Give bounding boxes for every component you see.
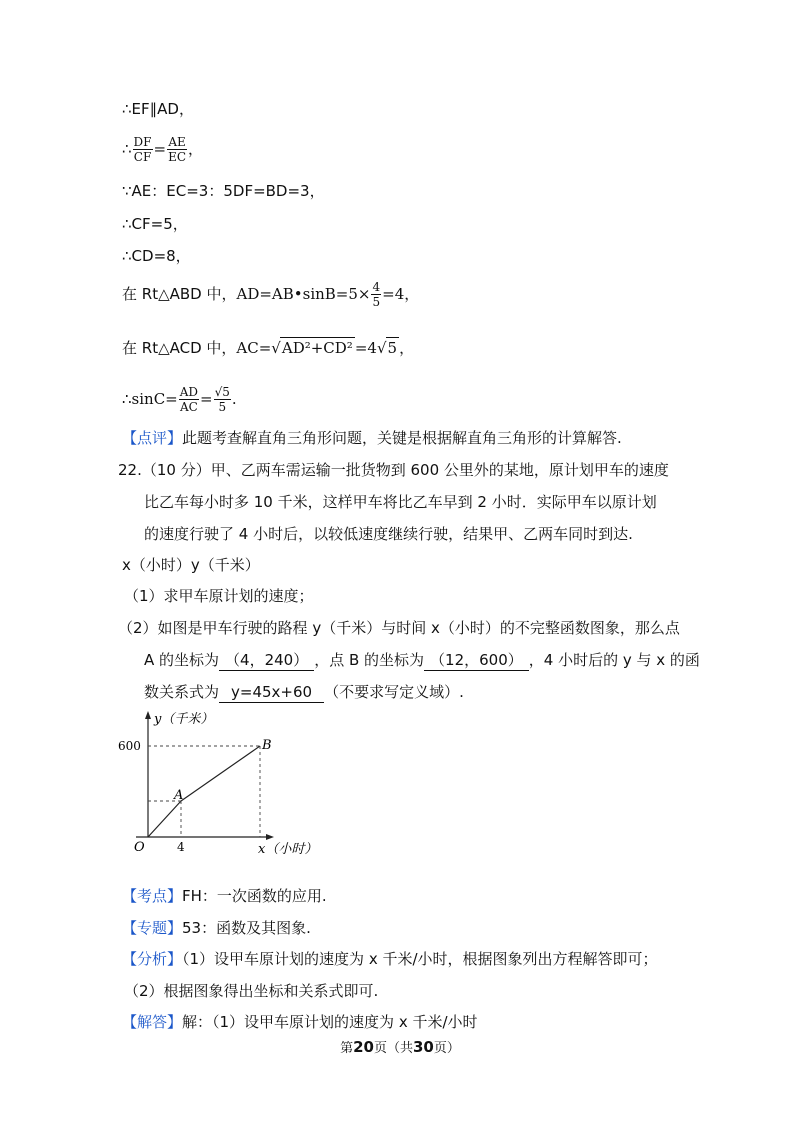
line-rt-acd: 在 Rt△ACD 中，AC=√AD²+CD² =4√5 ， <box>122 339 415 357</box>
jieda-line: 【解答】解：（1）设甲车原计划的速度为 x 千米/小时 <box>122 1013 478 1031</box>
origin-label: O <box>134 840 145 855</box>
zhuanti-tag: 【专题】 <box>122 919 183 937</box>
problem22-line2: 比乙车每小时多 10 千米，这样甲车将比乙车早到 2 小时．实际甲车以原计划 <box>144 493 657 511</box>
fraction-df-cf: $\frac{DF}{CF}$ <box>133 135 152 164</box>
page-footer: 第20页（共30页） <box>340 1038 460 1056</box>
x-axis-label: x（小时） <box>258 842 318 857</box>
segment-ab <box>181 746 260 801</box>
x-axis-arrow <box>266 834 274 840</box>
x-tick-4: 4 <box>177 840 185 854</box>
answer-function: y=45x+60 <box>219 682 324 703</box>
line-ratio: ∴ $\frac{DF}{CF}$ = $\frac{AE}{EC}$ ， <box>122 135 204 164</box>
function-graph <box>118 705 338 865</box>
fraction-ad-ac: $\frac{AD}{AC}$ <box>179 385 199 414</box>
point-b-label: B <box>262 738 272 753</box>
y-tick-600: 600 <box>118 739 141 753</box>
problem22-line3: 的速度行驶了 4 小时后，以较低速度继续行驶，结果甲、乙两车同时到达. <box>144 525 633 543</box>
question-1: （1）求甲车原计划的速度； <box>124 587 314 605</box>
page-total: 30 <box>413 1038 434 1056</box>
comment-tag: 【点评】 <box>122 429 183 447</box>
fenxi-line2: （2）根据图象得出坐标和关系式即可. <box>124 982 379 1000</box>
point-a-label: A <box>174 788 184 803</box>
question-2-line2: A 的坐标为 （4，240） ，点 B 的坐标为 （12，600） ，4 小时后的 y 与 x 的函 <box>144 651 700 669</box>
line-ae-ec: ∵AE：EC=3：5DF=BD=3， <box>122 182 325 200</box>
kaodian-tag: 【考点】 <box>122 887 183 905</box>
jieda-tag: 【解答】 <box>122 1013 183 1031</box>
zhuanti-line: 【专题】53：函数及其图象. <box>122 919 311 937</box>
units-line: x（小时）y（千米） <box>122 556 260 574</box>
answer-b-coordinates: （12，600） <box>424 650 529 671</box>
line-rt-abd: 在 Rt△ABD 中，AD=AB•sinB=5× $\frac{4}{5}$ =4， <box>122 280 420 309</box>
therefore-symbol: ∴ <box>122 140 132 158</box>
line-sinc: ∴sinC= $\frac{AD}{AC}$ = $\frac{√5}{5}$ . <box>122 385 237 414</box>
fraction-ae-ec: $\frac{AE}{EC}$ <box>168 135 187 164</box>
line-cf: ∴CF=5， <box>122 215 188 233</box>
kaodian-line: 【考点】FH：一次函数的应用. <box>122 887 327 905</box>
fenxi-line: 【分析】（1）设甲车原计划的速度为 x 千米/小时，根据图象列出方程解答即可； <box>122 950 658 968</box>
answer-a-coordinates: （4，240） <box>219 650 314 671</box>
page-number: 20 <box>353 1038 374 1056</box>
sqrt-expression: AD²+CD² <box>281 339 353 357</box>
comment-line: 【点评】此题考查解直角三角形问题，关键是根据解直角三角形的计算解答. <box>122 429 622 447</box>
fraction-sqrt5-5: $\frac{√5}{5}$ <box>214 385 230 414</box>
segment-oa <box>148 801 181 837</box>
question-2-line3: 数关系式为 y=45x+60 （不要求写定义域）. <box>144 683 464 701</box>
fraction-4-5: $\frac{4}{5}$ <box>372 280 381 309</box>
line-ef-parallel-ad: ∴EF∥AD， <box>122 100 194 118</box>
problem22-line1: 22.（10 分）甲、乙两车需运输一批货物到 600 公里外的某地，原计划甲车的速度 <box>118 461 669 479</box>
y-axis-label: y（千米） <box>154 712 214 727</box>
question-2-line1: （2）如图是甲车行驶的路程 y（千米）与时间 x（小时）的不完整函数图象，那么点 <box>118 619 680 637</box>
fenxi-tag: 【分析】 <box>122 950 183 968</box>
line-cd: ∴CD=8， <box>122 247 191 265</box>
y-axis-arrow <box>145 711 151 719</box>
